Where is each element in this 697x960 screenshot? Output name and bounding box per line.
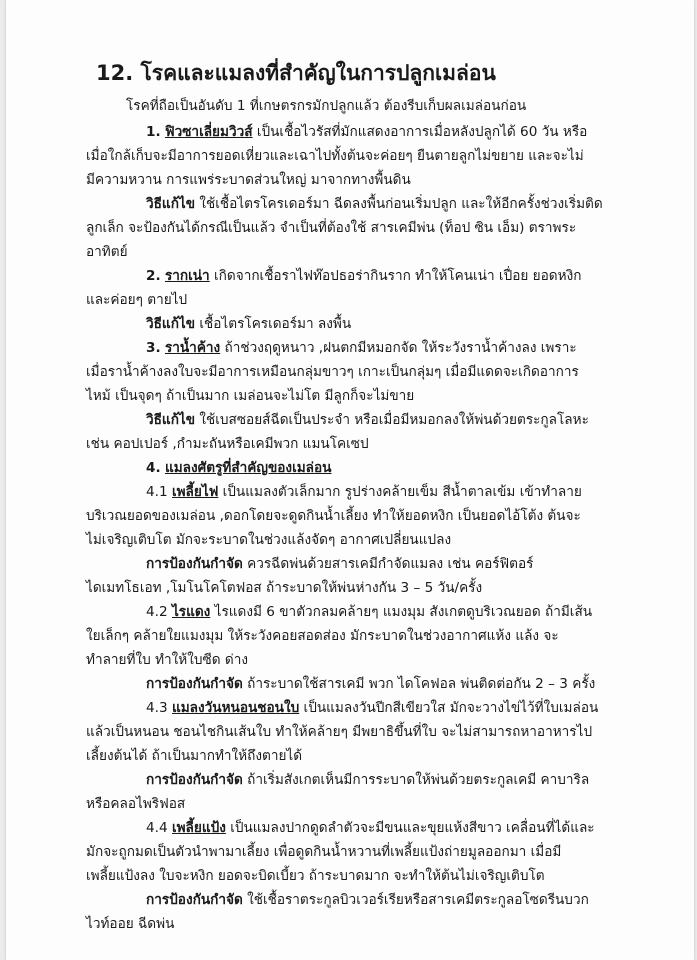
disease-3-fix-label: วิธีแก้ไข <box>146 412 196 428</box>
pest-1-prev-label: การป้องกันกำจัด <box>146 556 243 572</box>
pest-4-prev-text: ใช้เชื้อราตระกูลบิวเวอร์เรียหรือสารเคมีตระกูลอโซดรีนบวก <box>242 892 589 908</box>
pest-4-text: เป็นแมลงปากดูดลำตัวจะมีขนและขุยแห้งสีขาว เคลื่อนที่ได้และ <box>225 820 595 836</box>
pest-4-line-1 <box>146 818 595 838</box>
disease-2-number: 2. <box>146 268 161 284</box>
page-title: 12. โรคและแมลงที่สำคัญในการปลูกเมล่อน <box>96 61 496 85</box>
disease-1-line-1 <box>146 122 587 142</box>
section-4-number: 4. <box>146 460 161 476</box>
disease-1-name: ฟิวซาเลี่ยมวิวส์ <box>164 124 253 140</box>
disease-3-text: ถ้าช่วงฤดูหนาว ,ฝนตกมีหมอกจัด ให้ระวังราน้ำค้างลง เพราะ <box>220 340 577 356</box>
pest-4-prev-line-2: ไวท์ออย ฉีดพ่น <box>86 916 175 932</box>
pest-3-text: เป็นแมลงวันปีกสีเขียวใส มักจะวางไข่ไว้ที่ใบเมล่อน <box>299 700 599 716</box>
disease-3-line-3: ไหม้ เป็นจุดๆ ถ้าเป็นมาก เมล่อนจะไม่โต มีลูกก็จะไม่ขาย <box>86 388 415 404</box>
pest-2-prev-label: การป้องกันกำจัด <box>146 676 243 692</box>
pest-2-prev-text: ถ้าระบาดใช้สารเคมี พวก ไดโคฟอล พ่นติดต่อกัน 2 – 3 ครั้ง <box>242 676 596 692</box>
disease-3-fix-line-2: เช่น คอปเปอร์ ,กำมะถันหรือเคมีพวก แมนโคเซป <box>86 436 369 452</box>
pest-2-text: ไรแดงมี 6 ขาตัวกลมคล้ายๆ แมงมุม สังเกตดูบริเวณยอด ถ้ามีเส้น <box>210 604 593 620</box>
pest-1-text: เป็นแมลงตัวเล็กมาก รูปร่างคล้ายเข็ม สีน้ำตาลเข้ม เข้าทำลาย <box>218 484 582 500</box>
pest-3-line-1 <box>146 698 598 718</box>
pest-1-prev-text: ควรฉีดพ่นด้วยสารเคมีกำจัดแมลง เช่น คอร์ฟิตอร์ <box>242 556 534 572</box>
disease-1-fix-label: วิธีแก้ไข <box>146 196 196 212</box>
disease-3-line-2: เมื่อราน้ำค้างลงใบจะมีอาการเหมือนกลุ่มขาวๆ เกาะเป็นกลุ่มๆ เมื่อมีแดดจะเกิดอาการ <box>86 364 579 380</box>
pest-3-name: แมลงวันหนอนชอนใบ <box>171 700 300 716</box>
pest-2-number: 4.2 <box>146 604 168 620</box>
disease-3-fix-text: ใช้เบสซอยส์ฉีดเป็นประจำ หรือเมื่อมีหมอกลงให้พ่นด้วยตระกูลโลหะ <box>195 412 589 428</box>
intro-text: โรคที่ถือเป็นอันดับ 1 ที่เกษตรกรมักปลูกแล้ว ต้องรีบเก็บผลเมล่อนก่อน <box>126 98 527 114</box>
pest-2-line-2: ใยเล็กๆ คล้ายใยแมงมุม ให้ระวังคอยสอดส่อง มักระบาดในช่วงอากาศแห้ง แล้ง จะ <box>86 628 559 644</box>
pest-4-line-3: เพลี้ยแป้งลง ใบจะหงิก ยอดจะบิดเบี้ยว ถ้าระบาดมาก จะทำให้ต้นไม่เจริญเติบโต <box>86 868 545 884</box>
pest-4-line-2: มักจะถูกมดเป็นตัวนำพามาเลี้ยง เพื่อดูดกินน้ำหวานที่เพลี้ยแป้งถ่ายมูลออกมา เมื่อมี <box>86 844 562 860</box>
pest-1-prev-line-1 <box>146 554 533 574</box>
disease-3-name: ราน้ำค้าง <box>164 340 221 356</box>
disease-2-fix-label: วิธีแก้ไข <box>146 316 196 332</box>
pest-4-number: 4.4 <box>146 820 168 836</box>
disease-1-number: 1. <box>146 124 161 140</box>
disease-3-line-1 <box>146 338 577 358</box>
disease-2-name: รากเน่า <box>164 268 210 284</box>
pest-2-line-1 <box>146 602 592 622</box>
disease-1-text: เป็นเชื้อไวรัสที่มักแสดงอาการเมื่อหลังปลูกได้ 60 วัน หรือ <box>252 124 588 140</box>
pest-2-line-3: ทำลายที่ใบ ทำให้ใบซีด ด่าง <box>86 652 249 668</box>
disease-1-fix-line-2: ลูกเล็ก จะป้องกันได้กรณีเป็นแล้ว จำเป็นที่ต้องใช้ สารเคมีพ่น (ท็อป ซิน เอ็ม) ตราพระ <box>86 220 577 236</box>
pest-3-prev-line-1 <box>146 770 589 790</box>
pest-4-prev-line-1 <box>146 890 589 910</box>
pest-2-name: ไรแดง <box>171 604 211 620</box>
disease-1-fix-text: ใช้เชื้อไตรโครเดอร์มา ฉีดลงพื้นก่อนเริ่มปลูก และให้อีกครั้งช่วงเริ่มติด <box>195 196 603 212</box>
pest-1-line-3: ไม่เจริญเติบโต มักจะระบาดในช่วงแล้งจัดๆ อากาศเปลี่ยนแปลง <box>86 532 452 548</box>
disease-1-fix-line-3: อาทิตย์ <box>86 244 128 260</box>
disease-1-line-2: เมื่อใกล้เก็บจะมีอาการยอดเหี่ยวและเฉาไปทั้งต้นจะค่อยๆ ยืนตายลูกไม่ขยาย และจะไม่ <box>86 148 584 164</box>
disease-2-text: เกิดจากเชื้อราไฟท๊อปธอร่ากินราก ทำให้โคนเน่า เปื่อย ยอดหงิก <box>209 268 582 284</box>
pest-1-number: 4.1 <box>146 484 168 500</box>
pest-2-prev-line-1 <box>146 674 595 694</box>
pest-1-line-1 <box>146 482 582 502</box>
pest-3-number: 4.3 <box>146 700 168 716</box>
pest-3-prev-label: การป้องกันกำจัด <box>146 772 243 788</box>
pest-4-prev-label: การป้องกันกำจัด <box>146 892 243 908</box>
disease-1-line-3: มีความหวาน การแพร่ระบาดส่วนใหญ่ มาจากทางพื้นดิน <box>86 172 411 188</box>
pest-3-prev-line-2: หรือคลอไพริฟอส <box>86 796 186 812</box>
pest-1-name: เพลี้ยไฟ <box>171 484 219 500</box>
disease-2-fix-text: เชื้อไตรโครเดอร์มา ลงพื้น <box>195 316 352 332</box>
disease-2-line-2: และค่อยๆ ตายไป <box>86 292 188 308</box>
pest-3-line-2: แล้วเป็นหนอน ชอนไชกินเส้นใบ ทำให้คล้ายๆ มีพยาธิขึ้นที่ใบ จะไม่สามารถหาอาหารไป <box>86 724 593 740</box>
disease-2-line-1 <box>146 266 581 286</box>
pest-3-prev-text: ถ้าเริ่มสังเกตเห็นมีการระบาดให้พ่นด้วยตระกูลเคมี คาบาริล <box>242 772 590 788</box>
disease-3-fix-line-1 <box>146 410 589 430</box>
document-page <box>6 0 694 960</box>
disease-1-fix-line-1 <box>146 194 603 214</box>
pest-1-line-2: บริเวณยอดของเมล่อน ,ดอกโดยจะดูดกินน้ำเลี้ยง ทำให้ยอดหงิก เป็นยอดไอ้โต้ง ต้นจะ <box>86 508 581 524</box>
section-4-title: แมลงศัตรูที่สำคัญของเมล่อน <box>164 460 332 476</box>
disease-3-number: 3. <box>146 340 161 356</box>
pest-4-name: เพลี้ยแป้ง <box>171 820 226 836</box>
pest-3-line-3: เลี้ยงต้นได้ ถ้าเป็นมากทำให้ถึงตายได้ <box>86 748 303 764</box>
pest-1-prev-line-2: ไดเมทโธเอท ,โมโนโคโตฟอส ถ้าระบาดให้พ่นห่างกัน 3 – 5 วัน/ครั้ง <box>86 580 483 596</box>
disease-2-fix-line-1 <box>146 314 351 334</box>
section-4-heading <box>146 458 331 478</box>
